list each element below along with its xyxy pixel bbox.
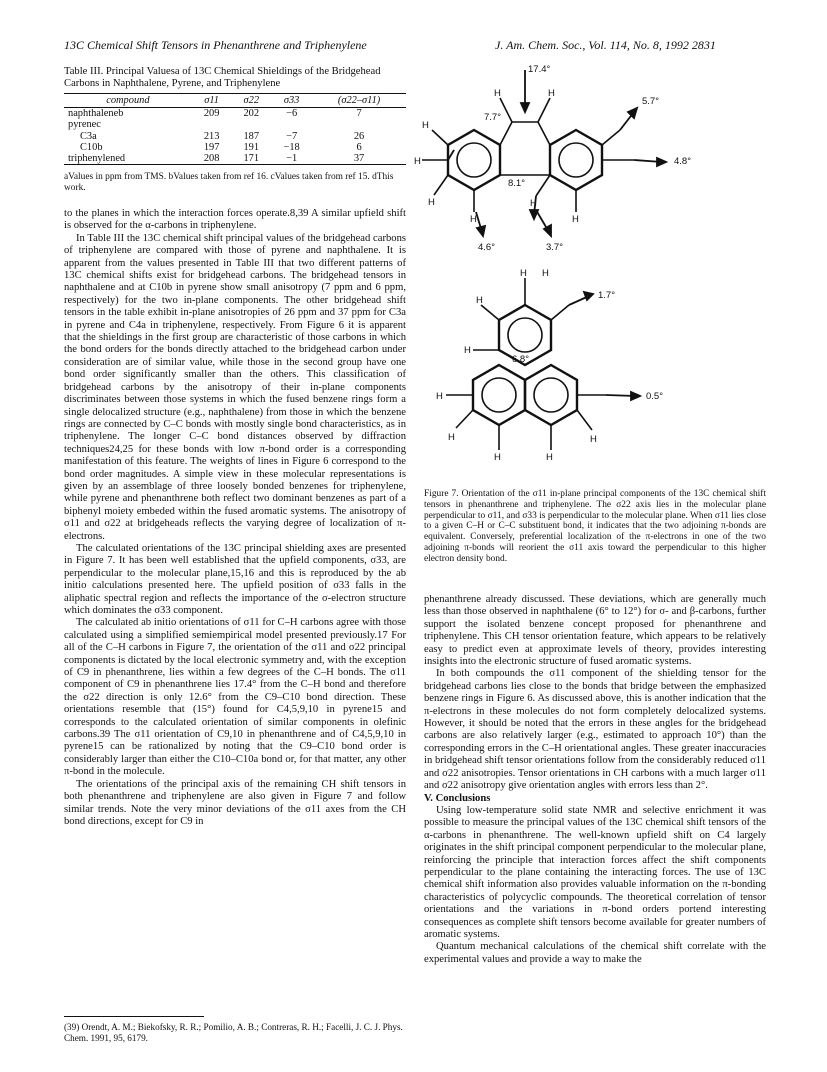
table-cell: 209 — [203, 108, 220, 120]
paragraph: Quantum mechanical calculations of the chemical shift correlate with the experimental values and provide a way to make the — [424, 941, 766, 965]
table-row — [64, 108, 406, 120]
hydrogen-label: H — [448, 432, 455, 443]
table-cell — [192, 119, 232, 130]
hydrogen-label: H — [590, 434, 597, 445]
hydrogen-label: H — [476, 295, 483, 306]
right-column — [424, 594, 766, 966]
angle-label: 5.7° — [642, 96, 660, 107]
angle-label: 3.7° — [546, 242, 564, 253]
angle-label: 6.8° — [512, 354, 530, 365]
paragraph: In both compounds the σ11 component of the shielding tensor for the bridgehead carbons lies close to the bonds that bridge between the emphasized benzene rings in Figure 6. As discussed above, this is another indication that the π-electrons in these molecules do not form completely delocalized systems. However, it should be noted that the errors in these angles for the bridgehead carbons are also relatively larger (e.g., estimated to approach 10°) than the corresponding errors in the C–H orientational angles. These greater inaccuracies in bridgehead shift tensor orientations follow from the considerably reduced σ11 and σ22 anisotropies. Tensor orientations in CH carbons with a much larger σ11 and σ22 anisotropy give orientation angles with errors less than 2°. — [424, 668, 766, 792]
table-cell: C3a — [80, 130, 97, 142]
hydrogen-label: H — [546, 452, 553, 463]
figure-7 — [414, 60, 766, 486]
table-row — [64, 119, 406, 130]
hydrogen-label: H — [464, 345, 471, 356]
hydrogen-label: H — [436, 391, 443, 402]
angle-label: 4.8° — [674, 156, 692, 167]
section-heading: V. Conclusions — [424, 792, 491, 804]
paragraph: The calculated orientations of the 13C principal shielding axes are presented in Figure 7. It has been well established that the upfield components, σ33, are perpendicular to the molecular plane,15,16 and this is reproduced by the ab initio calculations presented here. The upfield position of σ33 falls in the aliphatic spectral region and reflects the importance of the σ-electron structure which dominates the σ33 component. — [64, 542, 406, 616]
running-header-journal: J. Am. Chem. Soc., Vol. 114, No. 8, 1992 2831 — [495, 38, 716, 52]
table-cell: −7 — [286, 130, 298, 142]
table-cell: −1 — [271, 153, 312, 165]
hydrogen-label: H — [494, 88, 501, 99]
hydrogen-label: H — [520, 268, 527, 279]
footnote: (39) Orendt, A. M.; Biekofsky, R. R.; Pomilio, A. B.; Contreras, R. H.; Facelli, J. C. J. Phys. Chem. 1991, 95, 6179. — [64, 1022, 403, 1043]
table-row — [64, 131, 406, 142]
angle-label: 4.6° — [478, 242, 496, 253]
paragraph: phenanthrene already discussed. These deviations, which are generally much less than those observed in naphthalene (6° to 12°) for σ- and β-carbons, further support the isolated benzene concept proposed for phenanthrene and triphenylene. This CH tensor orientation feature, which appears to be relatively easy to predict even at approximate levels of theory, provides interesting insights into the electronic structure of fused aromatic systems. — [424, 594, 766, 668]
hydrogen-label: H — [422, 120, 429, 131]
phenanthrene-structure — [422, 98, 634, 212]
hydrogen-label: H — [548, 88, 555, 99]
table-cell: pyrenec — [68, 119, 101, 131]
table-cell: triphenylened — [64, 153, 192, 165]
column-header: compound — [64, 94, 192, 108]
paragraph: In Table III the 13C chemical shift principal values of the bridgehead carbons of triphenylene are compared with those of pyrene and naphthalene. It is apparent from the values presented in Table III that two different patterns of 13C chemical shifts exist for bridgehead carbons. The bridgehead tensors in naphthalene and at C10b in pyrene show small anisotropy (7 ppm and 6 ppm, respectively) for the two in-plane components. The other bridgehead shift tensors in the table exhibit in-plane anisotropies of 26 ppm and 37 ppm for C3a in pyrene and C4a in triphenylene, respectively. From Figure 6 it is apparent that the shieldings in the first group are characteristic of those carbons in which the bond orders for the bonds directly attached to the bridgehead carbon under consideration are of similar value, while those in the second group have one bond order significantly smaller than the others. This classification of bridgehead carbons by the anisotropy of their in-plane components discriminates between those systems in which the fused benzene rings form a single delocalized structure (e.g., naphthalene) from those in which the benzene rings are connected by C–C bonds with mostly single bond characteristics, as in triphenylene. The longer C–C bond distances observed by diffraction techniques24,25 for these bonds with low π-bond order is a corresponding manifestation of this feature. The weights of lines in Figure 6 correspond to the bond order magnitudes. A simple view in these molecular representations is given by an assemblage of three loosely bonded benzenes for triphenylene, while pyrene and phenanthrene both reflect two dominant benzenes as part of a biphenyl moiety embeded within the fused aromatic systems. The anisotropy of σ11 and σ22 at bridgeheads reflects the varying degree of localization of π-electrons. — [64, 232, 406, 542]
table-cell: C10b — [80, 141, 103, 153]
hydrogen-label: H — [470, 214, 477, 225]
paragraph: The calculated ab initio orientations of σ11 for C–H carbons agree with those calculated using a simplified semiempirical model presented previously.17 For all of the C–H carbons in Figure 7, the orientation of the σ11 and σ22 principal components is dictated by the local electronic symmetry and, with the exception of C9 in phenanthrene, lies within a few degrees of the C–H bonds. The σ11 component of C9 in phenanthrene lies 17.4° from the C–H bond and therefore the σ22 direction is only 12.6° from the C9–C10 bond direction. These orientations resemble that (15°) found for C4,5,9,10 in pyrene15 and corresponds to the calculated orientation of similar components in olefinic carbons.39 The σ11 orientation of C9,10 in phenanthrene and of C4,5,9,10 in pyrene15 can be rationalized by noting that the C9–C10 bond order is considerably larger than either the C10–C10a bond or, for that matter, any other π-bond in the molecule. — [64, 617, 406, 778]
column-header: (σ22–σ11) — [312, 94, 406, 108]
table-cell: 202 — [243, 108, 260, 120]
table-cell: 197 — [203, 141, 220, 153]
hydrogen-label: H — [542, 268, 549, 279]
table-row — [64, 142, 406, 153]
table-cell: −6 — [286, 108, 298, 120]
paragraph: Using low-temperature solid state NMR and selective enrichment it was possible to measure the principal values of the 13C chemical shift tensors of the α-carbons in phenanthrene. The well-known upfield shift on C4 largely originates in the shift principal component perpendicular to the molecular plane, reinforcing the principle that interaction forces affect the shift components perpendicular to the plane containing the interacting forces. The use of 13C chemical shift information also provides valuable information on the π-bonding characteristics of polycyclic compounds. The theoretical correlation of tensor orientations and the variations in π-bond orders portend interesting consequences as complete shift tensors become available for greater numbers of aromatic systems. — [424, 804, 766, 940]
table-cell: 26 — [353, 130, 365, 142]
hydrogen-label: H — [428, 197, 435, 208]
left-column — [64, 208, 406, 828]
table-header-row — [64, 94, 406, 108]
table-cell: 171 — [231, 153, 271, 165]
table-cell: 191 — [243, 141, 260, 153]
angle-label: 0.5° — [646, 391, 664, 402]
footnote-rule — [64, 1016, 204, 1017]
table-cell: 37 — [312, 153, 406, 165]
table-cell — [312, 119, 406, 130]
table-cell: 7 — [356, 108, 362, 120]
table-cell: 6 — [356, 141, 362, 153]
angle-label: 17.4° — [528, 64, 551, 75]
table-cell: 208 — [192, 153, 232, 165]
hydrogen-label: H — [494, 452, 501, 463]
angle-label: 1.7° — [598, 290, 616, 301]
paragraph: to the planes in which the interaction forces operate.8,39 A similar upfield shift is observed for the α-carbons in triphenylene. — [64, 208, 406, 232]
table-footnotes: aValues in ppm from TMS. bValues taken from ref 16. cValues taken from ref 15. dThis work. — [64, 172, 394, 193]
table-cell — [231, 119, 271, 130]
table-cell: 187 — [243, 130, 260, 142]
hydrogen-label: H — [414, 156, 421, 167]
paragraph: The orientations of the principal axis of the remaining CH shift tensors in both phenanthrene and triphenylene are also given in Figure 7 and follow similar trends. Note the very minor deviations of the σ11 axes from the CH bond directions, except for C9 in — [64, 778, 406, 827]
running-header-title: 13C Chemical Shift Tensors in Phenanthrene and Triphenylene — [64, 38, 367, 52]
angle-label: 8.1° — [508, 178, 526, 189]
table-row — [64, 153, 406, 165]
figure-caption: Figure 7. Orientation of the σ11 in-plane principal components of the 13C chemical shift tensors in phenanthrene and triphenylene. The σ22 axis lies in the molecular plane perpendicular to σ11, and σ33 is perpendicular to the molecular plane. When σ11 lies close to a given C–H or C–C substituent bond, it indicates that the two adjoining π-bonds are equivalent. Conversely, preferential localization of the π-electrons in one of the two adjoining π-bonds will reorient the σ11 axis toward the perpendicular to this higher electron density bond. — [424, 489, 766, 564]
angle-label: 7.7° — [484, 112, 502, 123]
table-cell — [271, 119, 312, 130]
table-title: Table III. Principal Valuesa of 13C Chemical Shieldings of the Bridgehead Carbons in Naphthalene, Pyrene, and Triphenylene — [64, 66, 381, 89]
column-header: σ11 — [192, 94, 232, 108]
table-iii — [64, 93, 406, 165]
hydrogen-label: H — [530, 198, 537, 209]
table-cell: −18 — [283, 141, 300, 153]
table-cell: 213 — [203, 130, 220, 142]
table-cell: naphthaleneb — [68, 108, 124, 120]
hydrogen-label: H — [572, 214, 579, 225]
column-header: σ22 — [231, 94, 271, 108]
column-header: σ33 — [271, 94, 312, 108]
